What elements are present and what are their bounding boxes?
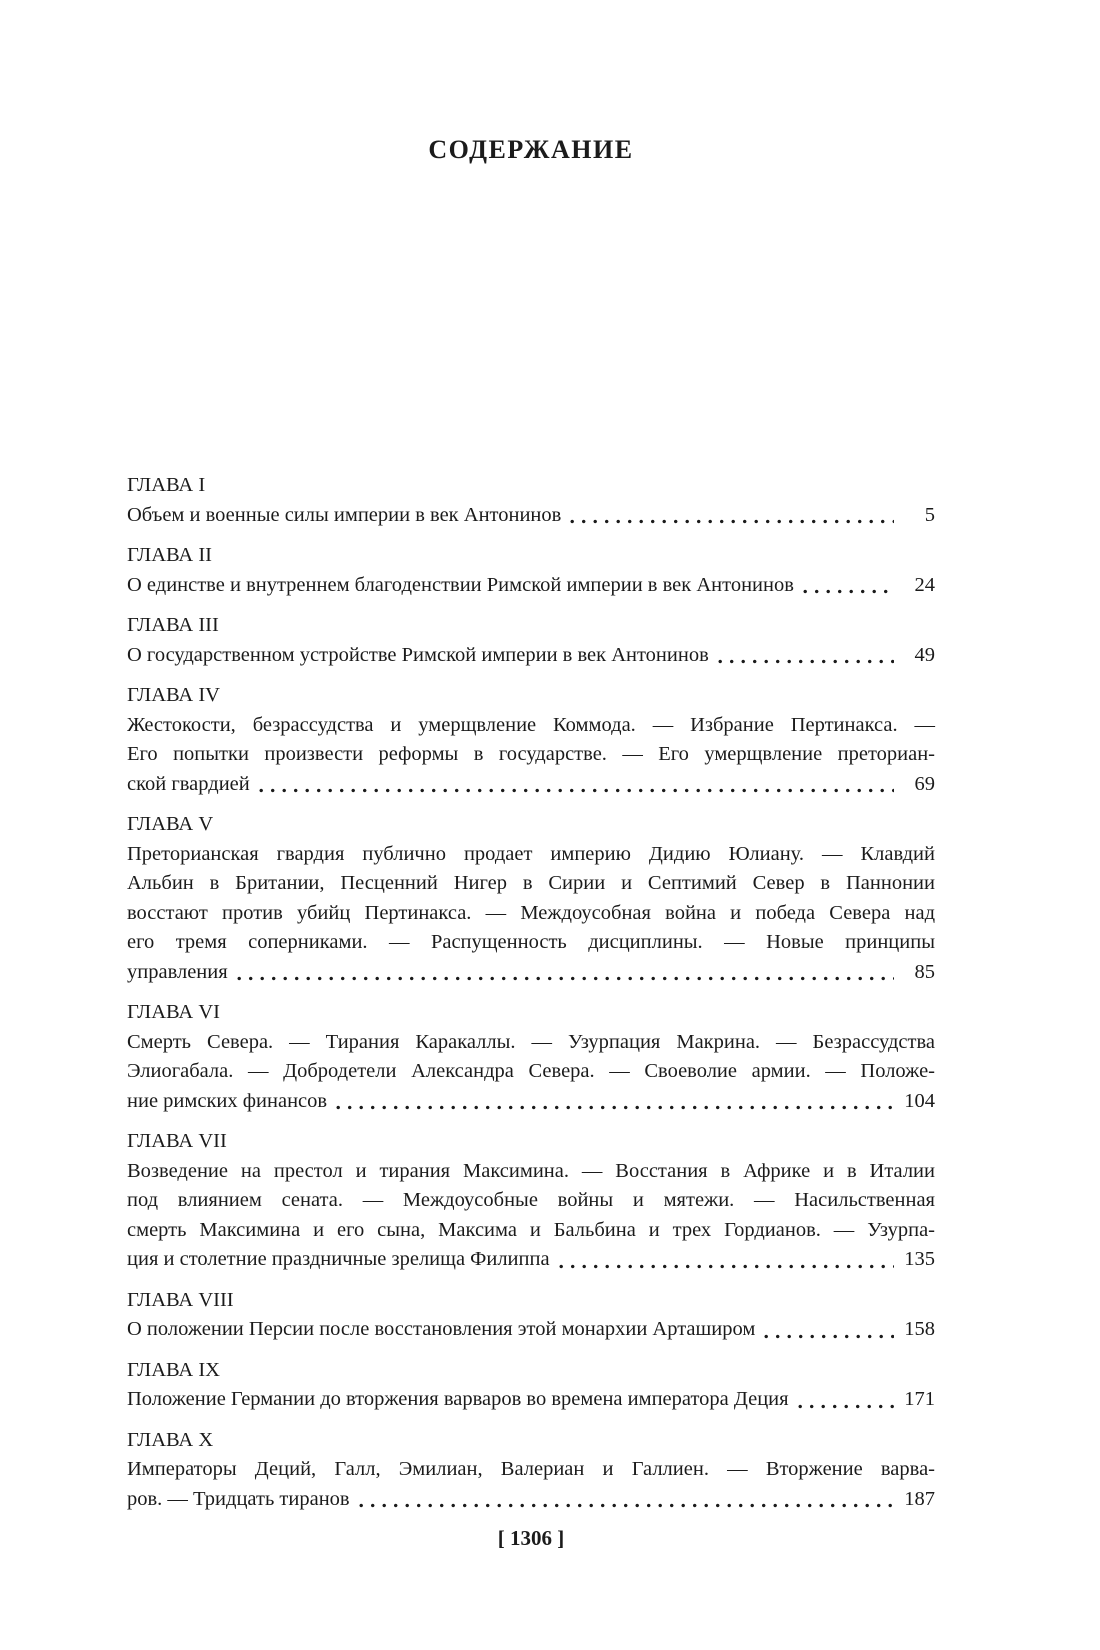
toc-text-line: Возведение на престол и тирания Максимина. — Восстания в Африке и в Италии bbox=[127, 1159, 935, 1182]
toc-page-number: 135 bbox=[904, 1248, 935, 1270]
toc-text-line: Жестокости, безрассудства и умерщвление Коммода. — Избрание Пертинакса. — bbox=[127, 713, 935, 736]
dot-leader bbox=[359, 1503, 894, 1508]
chapter-heading: ГЛАВА VII bbox=[127, 1130, 227, 1152]
dot-leader bbox=[336, 1105, 894, 1110]
toc-page-number: 171 bbox=[904, 1388, 935, 1410]
toc-text-line: Положение Германии до вторжения варваров во времена императора Деция bbox=[127, 1388, 789, 1410]
dot-leader bbox=[798, 1404, 894, 1409]
toc-entry-last-line bbox=[127, 770, 935, 800]
toc-entry bbox=[127, 541, 935, 600]
chapter-heading: ГЛАВА III bbox=[127, 614, 219, 636]
toc-text-line: Альбин в Британии, Песценний Нигер в Сирии и Септимий Север в Паннонии bbox=[127, 872, 935, 894]
dot-leader bbox=[559, 1264, 894, 1269]
toc-entry bbox=[127, 681, 935, 799]
toc-entry bbox=[127, 810, 935, 987]
chapter-heading: ГЛАВА IX bbox=[127, 1358, 220, 1381]
toc-page-number: 24 bbox=[914, 573, 935, 596]
chapter-description bbox=[127, 840, 935, 958]
toc-entry bbox=[127, 1286, 935, 1345]
toc-page-number: 85 bbox=[914, 960, 935, 983]
toc-entry bbox=[127, 998, 935, 1116]
chapter-description bbox=[127, 1028, 935, 1087]
toc-entry bbox=[127, 1127, 935, 1275]
toc-text-line: Объем и военные силы империи в век Антонинов bbox=[127, 503, 562, 526]
toc-page-number: 49 bbox=[914, 643, 935, 666]
toc-text-line: смерть Максимина и его сына, Максима и Бальбина и трех Гордианов. — Узурпа- bbox=[127, 1218, 935, 1241]
chapter-heading: ГЛАВА X bbox=[127, 1428, 214, 1451]
toc-entry bbox=[127, 611, 935, 670]
dot-leader bbox=[259, 788, 894, 793]
toc-page-number: 5 bbox=[924, 503, 935, 526]
text-column bbox=[127, 0, 935, 1514]
page-number-footer bbox=[127, 1524, 935, 1554]
page-title: СОДЕРЖАНИЕ bbox=[428, 135, 634, 164]
toc-text-line: Смерть Севера. — Тирания Каракаллы. — Узурпация Макрина. — Безрассудства bbox=[127, 1030, 935, 1053]
toc-text-line: ров. — Тридцать тиранов bbox=[127, 1487, 350, 1510]
dot-leader bbox=[570, 519, 894, 524]
chapter-heading: ГЛАВА II bbox=[127, 544, 212, 566]
chapter-heading: ГЛАВА I bbox=[127, 474, 206, 496]
toc-entry-last-line bbox=[127, 1245, 935, 1275]
toc-entry bbox=[127, 471, 935, 530]
chapter-heading: ГЛАВА VIII bbox=[127, 1288, 234, 1311]
toc-page-number: 158 bbox=[904, 1318, 935, 1340]
chapter-description bbox=[127, 1455, 935, 1485]
toc-text-line: О единстве и внутреннем благоденствии Римской империи в век Антонинов bbox=[127, 573, 794, 596]
toc-text-line: Его попытки произвести реформы в государстве. — Его умерщвление преториан- bbox=[127, 743, 935, 765]
toc-entry-last-line bbox=[127, 1485, 935, 1515]
chapter-heading: ГЛАВА V bbox=[127, 813, 214, 835]
toc-text-line: его тремя соперниками. — Распущенность дисциплины. — Новые принципы bbox=[127, 931, 935, 953]
toc-entry-last-line bbox=[127, 1385, 935, 1415]
toc-text-line: Элиогабала. — Добродетели Александра Севера. — Своеволие армии. — Положе- bbox=[127, 1060, 935, 1082]
toc-entry bbox=[127, 1426, 935, 1515]
chapter-heading: ГЛАВА VI bbox=[127, 1001, 220, 1023]
dot-leader bbox=[237, 976, 894, 981]
toc-page-number: 104 bbox=[904, 1089, 935, 1112]
toc-text-line: под влиянием сената. — Междоусобные войны и мятежи. — Насильственная bbox=[127, 1189, 935, 1211]
chapter-description bbox=[127, 711, 935, 770]
toc-entry-last-line bbox=[127, 501, 935, 531]
toc-text-line: ской гвардией bbox=[127, 772, 250, 795]
page-number: [ 1306 ] bbox=[497, 1526, 565, 1550]
dot-leader bbox=[718, 659, 894, 664]
toc-text-line: Преторианская гвардия публично продает империю Дидию Юлиану. — Клавдий bbox=[127, 842, 935, 865]
toc-text-line: Императоры Деций, Галл, Эмилиан, Валериан и Галлиен. — Вторжение варва- bbox=[127, 1458, 935, 1480]
toc-entry-last-line bbox=[127, 1315, 935, 1345]
toc-page-number: 69 bbox=[914, 772, 935, 795]
toc-text-line: ние римских финансов bbox=[127, 1089, 328, 1112]
toc-text-line: восстают против убийц Пертинакса. — Междоусобная война и победа Севера над bbox=[127, 901, 935, 924]
toc-entry-last-line bbox=[127, 958, 935, 988]
toc-text-line: О государственном устройстве Римской империи в век Антонинов bbox=[127, 643, 709, 666]
dot-leader bbox=[803, 589, 894, 594]
toc-entry-last-line bbox=[127, 571, 935, 601]
chapter-heading: ГЛАВА IV bbox=[127, 684, 220, 706]
toc-text-line: управления bbox=[127, 960, 228, 983]
toc-list bbox=[127, 471, 935, 1514]
toc-entry-last-line bbox=[127, 641, 935, 671]
toc-text-line: ция и столетние праздничные зрелища Филиппа bbox=[127, 1248, 550, 1270]
dot-leader bbox=[764, 1334, 894, 1339]
toc-text-line: О положении Персии после восстановления этой монархии Арташиром bbox=[127, 1318, 756, 1340]
toc-entry-last-line bbox=[127, 1087, 935, 1117]
chapter-description bbox=[127, 1157, 935, 1246]
toc-page-number: 187 bbox=[904, 1487, 935, 1510]
toc-entry bbox=[127, 1356, 935, 1415]
